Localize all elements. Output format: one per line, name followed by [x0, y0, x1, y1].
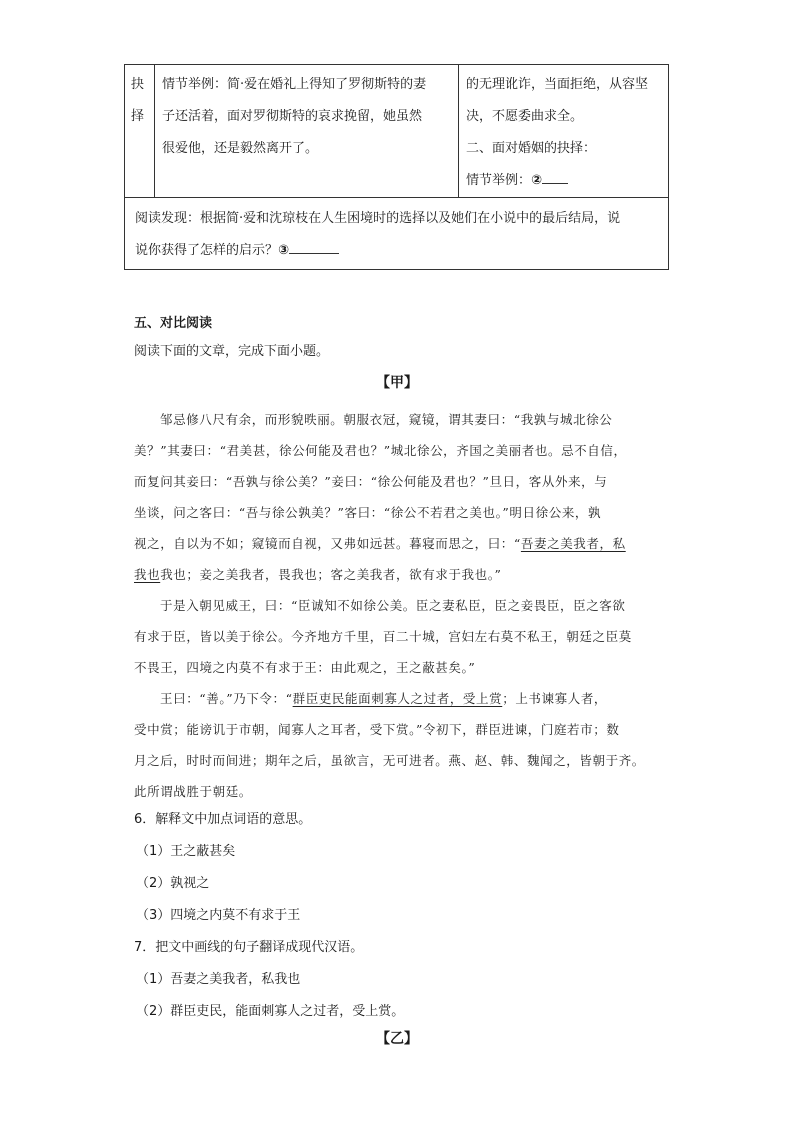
table-text-line: 阅读发现：根据简·爱和沈琼枝在人生困境时的选择以及她们在小说中的最后结局，说 — [135, 211, 621, 226]
answer-number-3: ③ — [278, 243, 290, 258]
table-text-line: 的无理讹诈，当面拒绝，从容坚 — [466, 77, 649, 92]
section-title: 五、对比阅读 — [134, 316, 213, 331]
passage-line — [134, 683, 664, 714]
passage-line: 而复问其妾曰：“吾孰与徐公美？”妾曰：“徐公何能及君也？”旦日，客从外来，与 — [134, 474, 608, 489]
comparison-table — [124, 64, 669, 270]
choose-label — [131, 69, 151, 133]
question-7: 7．把文中画线的句子翻译成现代汉语。 — [134, 940, 364, 955]
choose-char: 抉 — [131, 77, 145, 92]
example-prefix: 情节举例： — [466, 173, 532, 188]
table-text-line: 二、面对婚姻的抉择： — [466, 141, 597, 156]
question-7-item: （2）群臣吏民，能面刺寡人之过者，受上赏。 — [136, 1004, 405, 1019]
question-6: 6．解释文中加点词语的意思。 — [134, 812, 312, 827]
question-6-item: （2）孰视之 — [136, 876, 210, 891]
table-divider — [154, 65, 155, 197]
passage-line: 受中赏；能谤讥于市朝，闻寡人之耳者，受下赏。”令初下，群臣进谏，门庭若市；数 — [134, 722, 620, 737]
passage-line: 月之后，时时而间进；期年之后，虽欲言，无可进者。燕、赵、韩、魏闻之，皆朝于齐。 — [134, 753, 645, 768]
table-divider — [458, 65, 459, 197]
passage-line: 邹忌修八尺有余，而形貌昳丽。朝服衣冠，窥镜，谓其妻曰：“我孰与城北徐公 — [160, 412, 613, 427]
table-bottom-cell — [135, 203, 660, 267]
part-label-jia: 【甲】 — [376, 375, 418, 391]
passage-line: 此所谓战胜于朝廷。 — [134, 784, 252, 799]
table-text-line: 很爱他，还是毅然离开了。 — [162, 141, 319, 156]
table-left-cell — [162, 69, 452, 165]
table-divider — [125, 197, 668, 198]
passage-text: 视之，自以为不如；窥镜而自视，又弗如远甚。暮寝而思之，曰：“ — [134, 536, 521, 551]
question-prefix: 说你获得了怎样的启示？ — [135, 243, 279, 258]
question-6-item: （1）王之蔽甚矣 — [136, 844, 236, 859]
section-instruction: 阅读下面的文章，完成下面小题。 — [134, 344, 330, 359]
table-text-line: 子还活着，面对罗彻斯特的哀求挽留，她虽然 — [162, 109, 423, 124]
question-6-item: （3）四境之内莫不有求于王 — [136, 908, 301, 923]
passage-text: 我也；妾之美我者，畏我也；客之美我者，欲有求于我也。” — [160, 567, 502, 582]
underlined-sentence: 群臣吏民能面刺寡人之过者，受上赏 — [292, 691, 503, 706]
passage-line: 不畏王，四境之内莫不有求于王：由此观之，王之蔽甚矣。” — [134, 660, 476, 675]
answer-number-2: ② — [531, 173, 543, 188]
answer-blank-3[interactable] — [289, 239, 339, 254]
choose-char: 择 — [131, 109, 145, 124]
passage-line: 坐谈，问之客曰：“吾与徐公孰美？”客曰：“徐公不若君之美也。”明日徐公来，孰 — [134, 505, 602, 520]
passage-text: 王曰：“善。”乃下令：“ — [160, 691, 293, 706]
passage-line — [134, 528, 664, 559]
passage-line: 于是入朝见威王，曰：“臣诚知不如徐公美。臣之妻私臣，臣之妾畏臣，臣之客欲 — [160, 598, 626, 613]
passage-text: ；上书谏寡人者， — [502, 691, 608, 706]
table-right-cell — [466, 69, 662, 197]
classical-passage — [134, 404, 664, 807]
underlined-sentence: 吾妻之美我者，私 — [520, 536, 626, 551]
part-label-yi: 【乙】 — [376, 1031, 418, 1047]
table-text-line: 决，不愿委曲求全。 — [466, 109, 584, 124]
passage-line: 美？”其妻曰：“君美甚，徐公何能及君也？”城北徐公，齐国之美丽者也。忌不自信， — [134, 443, 627, 458]
table-text-line — [135, 235, 660, 267]
passage-line: 有求于臣，皆以美于徐公。今齐地方千里，百二十城，宫妇左右莫不私王，朝廷之臣莫 — [134, 629, 632, 644]
passage-line — [134, 559, 664, 590]
answer-blank-2[interactable] — [542, 169, 568, 184]
underlined-sentence: 我也 — [134, 567, 161, 582]
table-text-line — [466, 165, 662, 197]
question-7-item: （1）吾妻之美我者，私我也 — [136, 972, 301, 987]
table-text-line: 情节举例：简·爱在婚礼上得知了罗彻斯特的妻 — [162, 77, 427, 92]
